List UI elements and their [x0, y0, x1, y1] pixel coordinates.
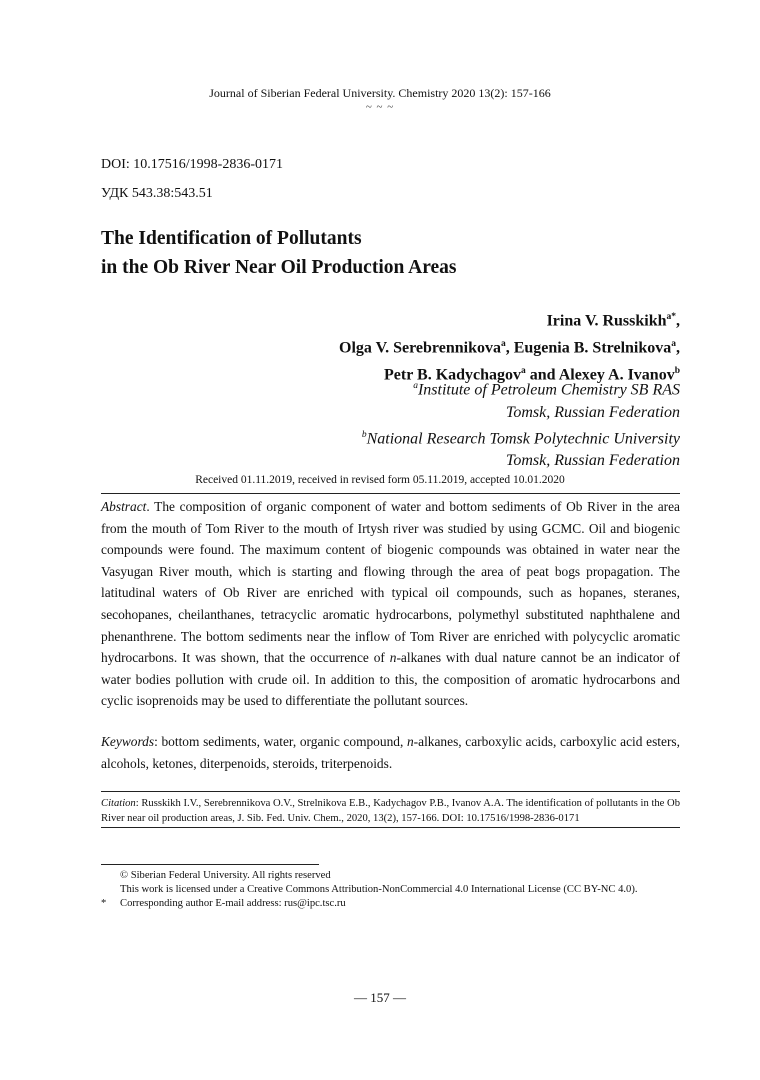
keywords-text-continued: -alkanes, carboxylic acids, carboxylic acid esters, alcohols, ketones, diterpenoids, steroids, triterpenoids. — [101, 734, 680, 771]
abstract-top-rule — [101, 493, 680, 494]
footnote-copyright — [101, 869, 331, 882]
page-number: — 157 — — [354, 990, 406, 1005]
affiliation-name — [362, 424, 680, 451]
author-name: Alexey A. Ivanov — [558, 365, 675, 383]
abstract-text: . The composition of organic component of water and bottom sediments of Ob River in the area from the mouth of Tom River to the mouth of Irtysh river was studied by using GCMC. Oil and biogenic compounds were found. The maximum content of biogenic compounds was obtained in water near the Vasyugan River mouth, which is starting and flowing through the area of peat bogs propagation. The latitudinal waters of Ob River are enriched with typical oil compounds, such as hopanes, steranes, secohopanes, cheilanthanes, tetracyclic aromatic hydrocarbons, polymethyl substituted naphthalene and phenanthrene. The bottom sediments near the inflow of Tom River are enriched with polycyclic aromatic hydrocarbons. It was shown, that the occurrence of — [101, 499, 680, 666]
abstract-label: Abstract — [101, 499, 147, 514]
footnote-rule — [101, 864, 319, 865]
paper-title — [101, 224, 457, 282]
title-line-1: The Identification of Pollutants — [101, 228, 362, 249]
title-line-2: in the Ob River Near Oil Production Areas — [101, 257, 457, 278]
keywords-text: : bottom sediments, water, organic compound, — [154, 734, 407, 749]
author-affiliation-mark: a — [521, 365, 526, 376]
keywords-italic-n: n — [406, 734, 414, 749]
abstract-text-continued: -alkanes with dual nature cannot be an indicator of water bodies pollution with crude oil. In addition to this, the composition of aromatic hydrocarbons and cyclic isoprenoids may be used to differentiate the pollutant sources. — [101, 650, 680, 709]
affiliation-city: Tomsk, Russian Federation — [505, 452, 680, 470]
author-affiliation-mark: b — [674, 365, 680, 376]
citation-bottom-rule — [101, 827, 680, 828]
keywords-label: Keywords — [101, 734, 155, 749]
author-name: Olga V. Serebrennikova — [339, 339, 501, 357]
keywords — [101, 731, 680, 774]
author-name: Irina V. Russkikh — [546, 312, 667, 330]
abstract-italic-n: n — [389, 650, 397, 666]
footnote-license — [101, 883, 638, 896]
author-separator: and — [525, 365, 559, 383]
udk-code: УДК 543.38:543.51 — [101, 186, 213, 201]
affiliation-name — [362, 375, 680, 402]
author-name: Eugenia B. Strelnikova — [513, 339, 672, 357]
citation-label: Citation — [101, 798, 136, 809]
received-dates: Received 01.11.2019, received in revised form 05.11.2019, accepted 10.01.2020 — [195, 474, 565, 486]
affiliation-text: Institute of Petroleum Chemistry SB RAS — [417, 381, 680, 399]
author-name: Petr B. Kadychagov — [384, 365, 522, 383]
affiliation-list — [362, 375, 680, 472]
affiliation-mark: b — [361, 429, 367, 440]
author-line — [339, 306, 680, 333]
author-affiliation-mark: a* — [666, 312, 676, 322]
footnote-corresponding — [101, 897, 346, 910]
header-ornament: ~ ~ ~ — [365, 101, 395, 113]
corresponding-text: Corresponding author E-mail address: rus@ipc.tsc.ru — [120, 898, 346, 909]
author-separator: , — [676, 339, 680, 357]
author-separator: , — [676, 312, 680, 330]
author-affiliation-mark: a — [500, 338, 506, 349]
journal-header: Journal of Siberian Federal University. Chemistry 2020 13(2): 157-166 — [209, 86, 551, 100]
license-text: This work is licensed under a Creative Commons Attribution-NonCommercial 4.0 International License (CC BY-NC 4.0). — [120, 884, 638, 895]
author-affiliation-mark: a — [671, 338, 676, 349]
author-separator: , — [505, 339, 514, 357]
affiliation-mark: a — [413, 381, 418, 391]
abstract — [101, 496, 680, 712]
affiliation-city: Tomsk, Russian Federation — [505, 403, 680, 421]
author-line — [339, 333, 680, 360]
citation — [101, 796, 680, 826]
copyright-text: © Siberian Federal University. All rights reserved — [120, 870, 331, 881]
affiliation-text: National Research Tomsk Polytechnic University — [366, 430, 680, 448]
footnote-asterisk: * — [101, 898, 107, 909]
citation-top-rule — [101, 791, 680, 792]
doi: DOI: 10.17516/1998-2836-0171 — [101, 157, 283, 172]
citation-text: : Russkikh I.V., Serebrennikova O.V., Strelnikova E.B., Kadychagov P.B., Ivanov A.A. The identification of pollutants in the Ob River near oil production areas, J. Sib. Fed. Univ. Chem., 2020, 13(2), 157-166. DOI: 10.17516/1998-2836-0171 — [101, 798, 680, 824]
